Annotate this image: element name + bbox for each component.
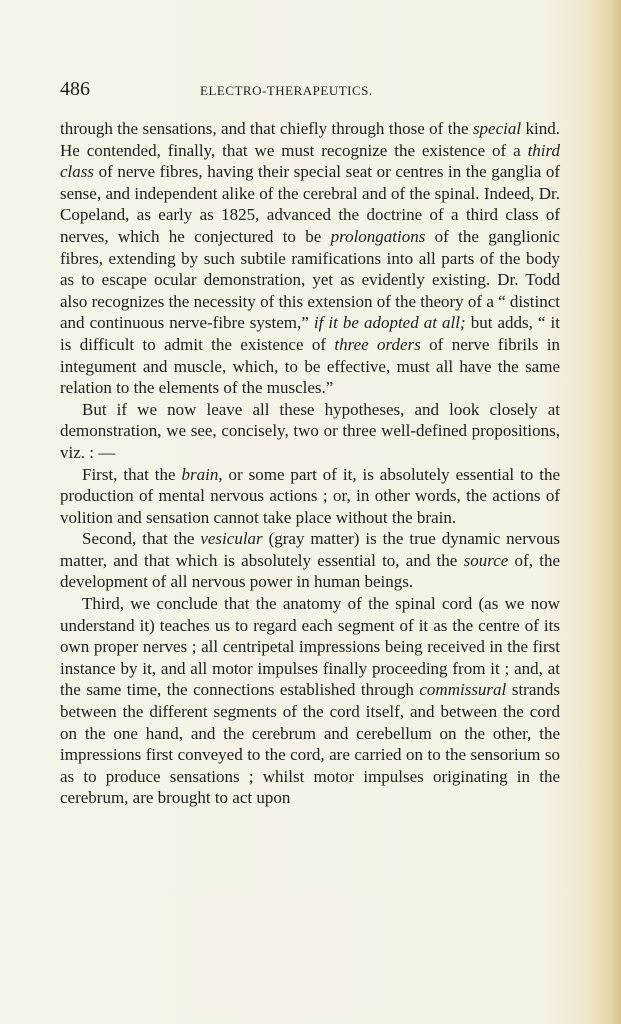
italic-text: source bbox=[463, 550, 509, 570]
running-title: ELECTRO-THERAPEUTICS. bbox=[200, 83, 373, 98]
italic-text: special bbox=[472, 119, 522, 138]
body-text bbox=[60, 118, 560, 809]
text-segment: of, the development of all nervous power in human beings. bbox=[60, 550, 560, 592]
paragraph bbox=[60, 118, 560, 399]
italic-text: brain bbox=[181, 464, 219, 484]
text-segment: of the ganglionic fibres, extending by such subtile ramifications into all parts of the body as to escape ocular demonstration, yet as evidently existing. Dr. Todd also recognizes the necessity of this extension of the theory of a “ distinct and continuous nerve-fibre system,” bbox=[60, 226, 560, 333]
page-number: 486 bbox=[60, 78, 90, 100]
text-segment: First, that the bbox=[82, 464, 182, 484]
text-segment: Second, that the bbox=[82, 529, 201, 549]
text-segment: (gray matter) is the true dynamic nervous matter, and that which is absolutely essential to, and the bbox=[60, 529, 560, 570]
paragraph bbox=[60, 399, 560, 464]
italic-text: prolongations bbox=[330, 226, 426, 246]
text-segment: kind. He contended, finally, that we must recognize the existence of a bbox=[60, 119, 560, 160]
italic-text: commissural bbox=[419, 680, 507, 700]
text-segment: strands between the different segments of the cord itself, and between the cord on the one hand, and the cerebrum and cerebellum on the other, the impressions first conveyed to the cord, are carried on to the sensorium so as to produce sensations ; whilst motor impulses originating in the cerebrum, are brought to act upon bbox=[60, 680, 560, 808]
page-header bbox=[60, 78, 560, 108]
paragraph bbox=[60, 464, 560, 529]
page-edge bbox=[609, 0, 621, 1024]
text-segment: but adds, “ it is difficult to admit the existence of bbox=[60, 313, 560, 354]
text-segment: , or some part of it, is absolutely essential to the production of mental nervous actions ; or, in other words, the actions of volition and sensation cannot take place without the brain. bbox=[60, 464, 560, 527]
italic-text: vesicular bbox=[200, 529, 263, 549]
text-segment: But if we now leave all these hypotheses, and look closely at demonstration, we see, concisely, two or three well-defined propositions, viz. : — bbox=[60, 399, 560, 462]
text-segment: of nerve fibres, having their special seat or centres in the ganglia of sense, and independent alike of the cerebral and of the spinal. Indeed, Dr. Copeland, as early as 1825, advanced the doctrine of a third class of nerves, which he conjectured to be bbox=[60, 162, 560, 246]
text-segment: through the sensations, and that chiefly through those of the bbox=[60, 119, 473, 138]
italic-text: if it be adopted at all; bbox=[313, 313, 466, 333]
text-segment: Third, we conclude that the anatomy of the spinal cord (as we now understand it) teaches us to regard each segment of it as the centre of its own proper nerves ; all centripetal impressions being received in the first instance by it, and all motor impulses finally proceeding from it ; and, at the same time, the connections established through bbox=[60, 594, 560, 700]
paragraph bbox=[60, 593, 560, 809]
italic-text: three orders bbox=[334, 334, 421, 354]
italic-text: third class bbox=[60, 140, 560, 182]
paragraph bbox=[60, 528, 560, 593]
book-page bbox=[60, 78, 560, 809]
text-segment: of nerve fibrils in integument and muscle, which, to be effective, must all have the same relation to the elements of the muscles.” bbox=[60, 334, 560, 398]
